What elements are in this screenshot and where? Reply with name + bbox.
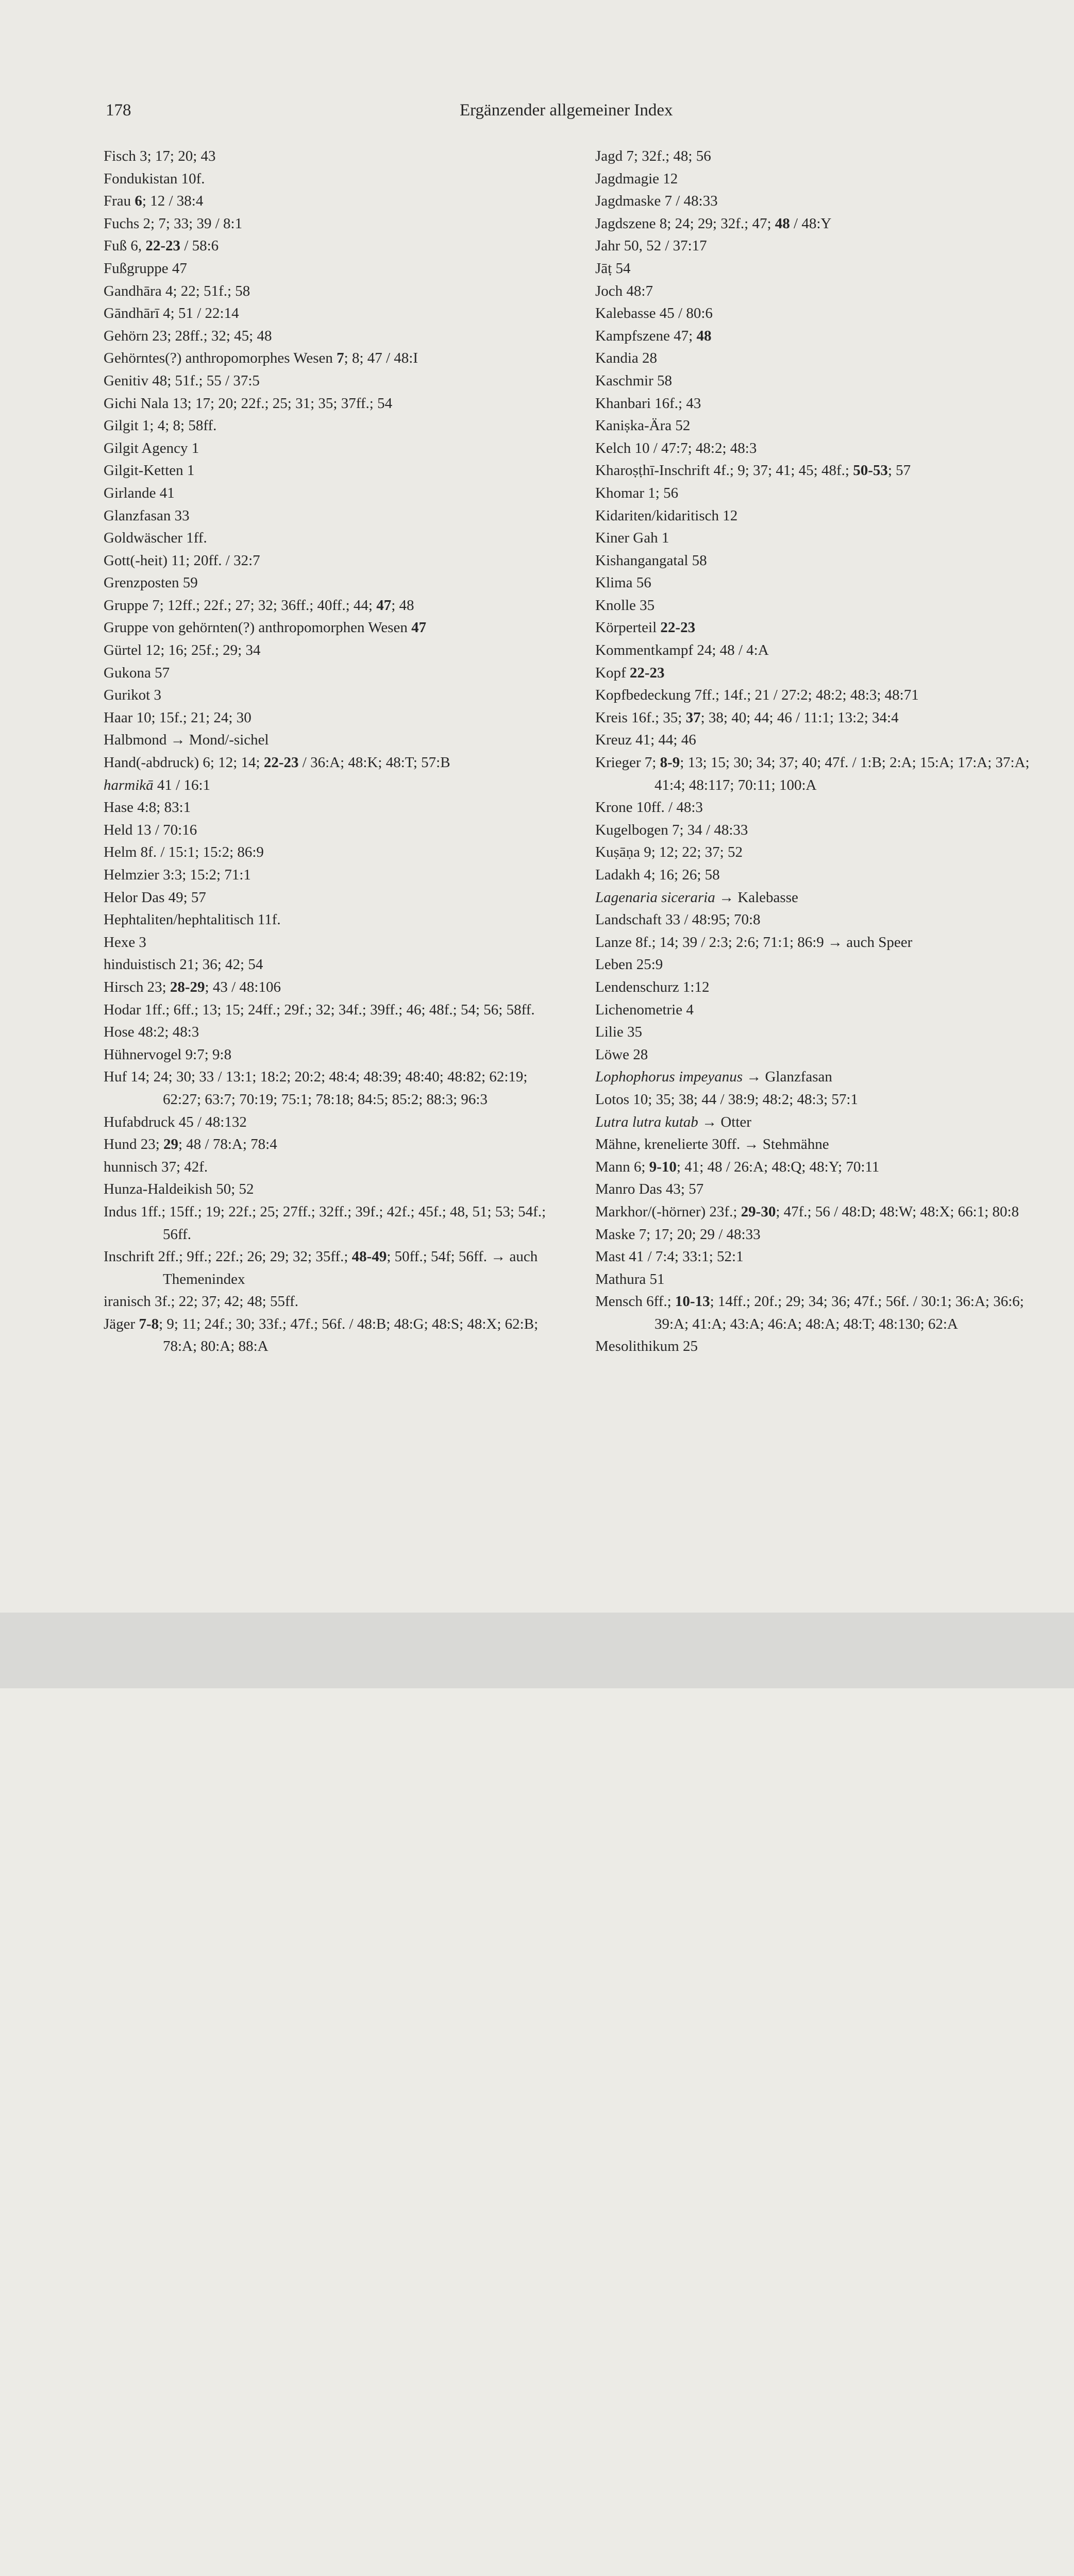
entry-text: Kaniṣka-Ära 52: [595, 417, 691, 434]
entry-text: ; 8; 47 / 48:I: [344, 350, 418, 367]
index-entry: [595, 1156, 1033, 1179]
index-entry: [104, 684, 552, 707]
index-entry: [595, 235, 1033, 258]
entry-text: Gürtel 12; 16; 25f.; 29; 34: [104, 642, 261, 659]
entry-text: Indus 1ff.; 15ff.; 19; 22f.; 25; 27ff.; 32ff.; 39f.; 42f.; 45f.; 48, 51; 53; 54f.; 56ff.: [104, 1203, 546, 1243]
entry-text: Hose 48:2; 48:3: [104, 1024, 199, 1041]
entry-text: ; 41; 48 / 26:A; 48:Q; 48:Y; 70:11: [676, 1158, 880, 1175]
index-entry: [104, 1313, 552, 1358]
index-entry: [595, 796, 1033, 819]
entry-text: Lendenschurz 1:12: [595, 978, 710, 995]
entry-text: Hand(-abdruck) 6; 12; 14;: [104, 754, 264, 771]
italic-term: Lophophorus impeyanus: [595, 1069, 743, 1086]
index-entry: [104, 1021, 552, 1044]
index-entry: [595, 752, 1033, 796]
index-entry: [595, 190, 1033, 213]
entry-text: Frau: [104, 193, 135, 210]
index-entry: [104, 1246, 552, 1291]
entry-text: Mast 41 / 7:4; 33:1; 52:1: [595, 1248, 744, 1265]
index-entry: [595, 1111, 1033, 1134]
index-entry: [595, 1201, 1033, 1224]
bold-page-ref: 9-10: [649, 1158, 677, 1175]
entry-text: Löwe 28: [595, 1046, 648, 1063]
index-entry: [104, 1178, 552, 1201]
index-entry: [104, 1111, 552, 1134]
entry-text: ; 12 / 38:4: [142, 193, 204, 210]
entry-text: Hexe 3: [104, 934, 146, 951]
index-entry: [595, 595, 1033, 617]
entry-text: Goldwäscher 1ff.: [104, 530, 207, 547]
bold-page-ref: 47: [376, 597, 392, 614]
entry-text: hunnisch 37; 42f.: [104, 1158, 208, 1175]
entry-text: Kreis 16f.; 35;: [595, 709, 686, 726]
index-entry: [595, 1066, 1033, 1089]
index-entry: [104, 482, 552, 505]
entry-text: Fuchs 2; 7; 33; 39 / 8:1: [104, 215, 243, 232]
entry-text: Gukona 57: [104, 664, 170, 681]
index-entry: [104, 1066, 552, 1111]
index-column-right: [595, 145, 1033, 1358]
entry-text: ; 38; 40; 44; 46 / 11:1; 13:2; 34:4: [700, 709, 899, 726]
entry-text: / 48:Y: [790, 215, 832, 232]
bold-page-ref: 8-9: [660, 754, 680, 771]
bold-page-ref: 7-8: [139, 1315, 159, 1332]
index-entry: [104, 617, 552, 639]
entry-text: Kuṣāṇa 9; 12; 22; 37; 52: [595, 844, 743, 861]
index-entry: [104, 190, 552, 213]
index-entry: [595, 707, 1033, 730]
index-entry: [104, 1156, 552, 1179]
index-entry: [104, 662, 552, 685]
entry-text: Jāṭ 54: [595, 260, 631, 277]
index-entry: [104, 774, 552, 797]
bold-page-ref: 50-53: [853, 462, 888, 479]
entry-text: Kalebasse 45 / 80:6: [595, 305, 713, 322]
entry-text: Joch 48:7: [595, 282, 653, 299]
index-entry: [104, 280, 552, 303]
entry-text: Hase 4:8; 83:1: [104, 799, 191, 816]
footer-bar: [0, 1613, 1074, 1688]
entry-text: Fondukistan 10f.: [104, 170, 205, 187]
entry-text: Klima 56: [595, 574, 651, 591]
index-entry: [595, 1021, 1033, 1044]
index-entry: [595, 572, 1033, 595]
index-entry: [595, 325, 1033, 348]
entry-text: Kishangangatal 58: [595, 552, 707, 569]
entry-text: Jagdszene 8; 24; 29; 32f.; 47;: [595, 215, 775, 232]
index-entry: [595, 482, 1033, 505]
entry-text: Kopfbedeckung 7ff.; 14f.; 21 / 27:2; 48:2; 48:3; 48:71: [595, 687, 919, 704]
entry-text: Kharoṣṭhī-Inschrift 4f.; 9; 37; 41; 45; 48f.;: [595, 462, 853, 479]
index-entry: [104, 460, 552, 482]
index-entry: [595, 258, 1033, 280]
entry-text: → Otter: [698, 1113, 751, 1130]
entry-text: Helm 8f. / 15:1; 15:2; 86:9: [104, 844, 264, 861]
index-entry: [595, 617, 1033, 639]
index-entry: [595, 415, 1033, 437]
index-entry: [595, 145, 1033, 168]
entry-text: Kelch 10 / 47:7; 48:2; 48:3: [595, 439, 757, 456]
italic-term: Lutra lutra kutab: [595, 1113, 698, 1130]
entry-text: Jagd 7; 32f.; 48; 56: [595, 148, 711, 164]
entry-text: ; 9; 11; 24f.; 30; 33f.; 47f.; 56f. / 48:B; 48:G; 48:S; 48:X; 62:B; 78:A; 80:A; 88:A: [159, 1315, 539, 1355]
entry-text: Kommentkampf 24; 48 / 4:A: [595, 642, 769, 659]
entry-text: → Glanzfasan: [742, 1069, 832, 1086]
index-entry: [104, 347, 552, 370]
entry-text: Jahr 50, 52 / 37:17: [595, 238, 707, 255]
entry-text: Khomar 1; 56: [595, 484, 679, 501]
entry-text: 41 / 16:1: [153, 776, 211, 793]
entry-text: Genitiv 48; 51f.; 55 / 37:5: [104, 372, 260, 389]
index-entry: [595, 864, 1033, 887]
index-entry: [104, 595, 552, 617]
entry-text: Körperteil: [595, 619, 661, 636]
bold-page-ref: 47: [411, 619, 427, 636]
index-entry: [595, 168, 1033, 191]
entry-text: Mesolithikum 25: [595, 1338, 698, 1355]
bold-page-ref: 7: [337, 350, 344, 367]
index-entry: [104, 1291, 552, 1313]
entry-text: Hunza-Haldeikish 50; 52: [104, 1181, 254, 1198]
bold-page-ref: 22-23: [145, 238, 181, 255]
entry-text: ; 43 / 48:106: [205, 978, 281, 995]
index-entry: [104, 954, 552, 976]
bold-page-ref: 22-23: [629, 664, 665, 681]
index-entry: [595, 841, 1033, 864]
entry-text: Fuß 6,: [104, 238, 146, 255]
index-entry: [104, 976, 552, 999]
entry-text: Kaschmir 58: [595, 372, 672, 389]
entry-text: Maske 7; 17; 20; 29 / 48:33: [595, 1226, 761, 1243]
entry-text: Manro Das 43; 57: [595, 1181, 704, 1198]
entry-text: Gruppe von gehörnten(?) anthropomorphen Wesen: [104, 619, 412, 636]
index-entry: [595, 437, 1033, 460]
index-entry: [595, 1133, 1033, 1156]
entry-text: Helmzier 3:3; 15:2; 71:1: [104, 867, 251, 883]
entry-text: Hufabdruck 45 / 48:132: [104, 1113, 247, 1130]
index-entry: [595, 393, 1033, 415]
entry-text: Lotos 10; 35; 38; 44 / 38:9; 48:2; 48:3; 57:1: [595, 1091, 858, 1108]
index-entry: [104, 729, 552, 752]
entry-text: Leben 25:9: [595, 956, 663, 973]
entry-text: Gilgit-Ketten 1: [104, 462, 195, 479]
entry-text: Hühnervogel 9:7; 9:8: [104, 1046, 232, 1063]
entry-text: Helor Das 49; 57: [104, 889, 206, 906]
entry-text: Gandhāra 4; 22; 51f.; 58: [104, 282, 250, 299]
index-entry: [104, 325, 552, 348]
entry-text: Jagdmagie 12: [595, 170, 678, 187]
entry-text: Krieger 7;: [595, 754, 660, 771]
entry-text: Lanze 8f.; 14; 39 / 2:3; 2:6; 71:1; 86:9 → auch Speer: [595, 934, 913, 951]
entry-text: Krone 10ff. / 48:3: [595, 799, 703, 816]
index-entry: [595, 505, 1033, 528]
entry-text: Girlande 41: [104, 484, 175, 501]
bold-page-ref: 29-30: [741, 1203, 776, 1220]
entry-text: Mathura 51: [595, 1270, 665, 1287]
index-entry: [104, 931, 552, 954]
index-entry: [595, 684, 1033, 707]
index-entry: [595, 550, 1033, 572]
bold-page-ref: 22-23: [263, 754, 299, 771]
entry-text: Mähne, krenelierte 30ff. → Stehmähne: [595, 1136, 829, 1153]
index-entry: [104, 572, 552, 595]
entry-text: Khanbari 16f.; 43: [595, 395, 701, 412]
entry-text: Hodar 1ff.; 6ff.; 13; 15; 24ff.; 29f.; 32; 34f.; 39ff.; 46; 48f.; 54; 56; 58ff.: [104, 1001, 535, 1018]
entry-text: Fisch 3; 17; 20; 43: [104, 148, 216, 164]
entry-text: Mensch 6ff.;: [595, 1293, 675, 1310]
index-entry: [595, 347, 1033, 370]
index-entry: [595, 1044, 1033, 1066]
index-entry: [595, 931, 1033, 954]
index-entry: [595, 280, 1033, 303]
entry-text: Gruppe 7; 12ff.; 22f.; 27; 32; 36ff.; 40ff.; 44;: [104, 597, 377, 614]
entry-text: ; 13; 15; 30; 34; 37; 40; 47f. / 1:B; 2:A; 15:A; 17:A; 37:A; 41:4; 48:117; 70:11; 100:A: [655, 754, 1030, 793]
entry-text: / 36:A; 48:K; 48:T; 57:B: [298, 754, 450, 771]
entry-text: ; 50ff.; 54f; 56ff. → auch Themenindex: [163, 1248, 538, 1287]
index-entry: [104, 302, 552, 325]
entry-text: Kreuz 41; 44; 46: [595, 732, 696, 749]
entry-text: Gott(-heit) 11; 20ff. / 32:7: [104, 552, 260, 569]
entry-text: Grenzposten 59: [104, 574, 198, 591]
index-entry: [595, 729, 1033, 752]
index-entry: [104, 145, 552, 168]
entry-text: Halbmond → Mond/-sichel: [104, 732, 269, 749]
bold-page-ref: 48: [696, 327, 712, 344]
index-entry: [104, 1201, 552, 1246]
index-entry: [595, 460, 1033, 482]
bold-page-ref: 37: [685, 709, 701, 726]
index-entry: [104, 550, 552, 572]
index-entry: [595, 1178, 1033, 1201]
entry-text: Landschaft 33 / 48:95; 70:8: [595, 911, 761, 928]
index-entry: [104, 393, 552, 415]
entry-text: Hephtaliten/hephtalitisch 11f.: [104, 911, 281, 928]
entry-text: Held 13 / 70:16: [104, 821, 197, 838]
index-entry: [595, 954, 1033, 976]
index-entry: [104, 213, 552, 235]
bold-page-ref: 29: [163, 1136, 178, 1153]
index-entry: [104, 639, 552, 662]
entry-text: Kiner Gah 1: [595, 530, 669, 547]
index-entry: [595, 213, 1033, 235]
entry-text: / 58:6: [180, 238, 219, 255]
index-entry: [104, 707, 552, 730]
entry-text: Knolle 35: [595, 597, 655, 614]
entry-text: Markhor/(-hörner) 23f.;: [595, 1203, 741, 1220]
index-entry: [104, 437, 552, 460]
entry-text: Lilie 35: [595, 1024, 643, 1041]
index-entry: [595, 1268, 1033, 1291]
index-entry: [104, 527, 552, 550]
entry-text: Jagdmaske 7 / 48:33: [595, 193, 718, 210]
index-entry: [595, 527, 1033, 550]
index-entry: [104, 887, 552, 909]
index-entry: [104, 796, 552, 819]
index-entry: [104, 752, 552, 774]
entry-text: hinduistisch 21; 36; 42; 54: [104, 956, 263, 973]
italic-term: harmikā: [104, 776, 154, 793]
entry-text: Kugelbogen 7; 34 / 48:33: [595, 821, 748, 838]
entry-text: Kopf: [595, 664, 630, 681]
entry-text: ; 48 / 78:A; 78:4: [178, 1136, 277, 1153]
entry-text: Gehörntes(?) anthropomorphes Wesen: [104, 350, 337, 367]
index-entry: [104, 505, 552, 528]
index-entry: [595, 887, 1033, 909]
entry-text: Huf 14; 24; 30; 33 / 13:1; 18:2; 20:2; 48:4; 48:39; 48:40; 48:82; 62:19; 62:27; 63:7; 70:19; 75:1; 78:18; 84:5; 85:2; 88:3; 96:3: [104, 1069, 528, 1108]
index-entry: [595, 662, 1033, 685]
index-column-left: [104, 145, 552, 1358]
running-title: Ergänzender allgemeiner Index: [460, 101, 673, 120]
entry-text: Kidariten/kidaritisch 12: [595, 507, 738, 524]
index-entry: [104, 819, 552, 842]
index-entry: [104, 258, 552, 280]
entry-text: ; 57: [887, 462, 911, 479]
index-entry: [595, 999, 1033, 1022]
entry-text: Hirsch 23;: [104, 978, 170, 995]
index-entry: [104, 864, 552, 887]
index-entry: [595, 639, 1033, 662]
entry-text: Gehörn 23; 28ff.; 32; 45; 48: [104, 327, 272, 344]
index-entry: [595, 302, 1033, 325]
bold-page-ref: 6: [135, 193, 142, 210]
index-entry: [595, 1246, 1033, 1268]
index-entry: [104, 1133, 552, 1156]
index-entry: [104, 370, 552, 393]
entry-text: Inschrift 2ff.; 9ff.; 22f.; 26; 29; 32; 35ff.;: [104, 1248, 352, 1265]
entry-text: Mann 6;: [595, 1158, 649, 1175]
entry-text: Gilgit 1; 4; 8; 58ff.: [104, 417, 217, 434]
entry-text: Jäger: [104, 1315, 139, 1332]
entry-text: Gilgit Agency 1: [104, 439, 199, 456]
entry-text: Haar 10; 15f.; 21; 24; 30: [104, 709, 251, 726]
entry-text: Fußgruppe 47: [104, 260, 187, 277]
index-entry: [104, 1044, 552, 1066]
entry-text: ; 47f.; 56 / 48:D; 48:W; 48:X; 66:1; 80:8: [776, 1203, 1019, 1220]
index-entry: [104, 999, 552, 1022]
index-entry: [104, 168, 552, 191]
entry-text: ; 48: [391, 597, 414, 614]
entry-text: Gāndhārī 4; 51 / 22:14: [104, 305, 239, 322]
entry-text: Gurikot 3: [104, 687, 161, 704]
index-entry: [595, 819, 1033, 842]
entry-text: Lichenometrie 4: [595, 1001, 694, 1018]
entry-text: Gichi Nala 13; 17; 20; 22f.; 25; 31; 35; 37ff.; 54: [104, 395, 393, 412]
index-entry: [595, 1224, 1033, 1246]
index-entry: [104, 841, 552, 864]
entry-text: iranisch 3f.; 22; 37; 42; 48; 55ff.: [104, 1293, 299, 1310]
entry-text: Kandia 28: [595, 350, 657, 367]
page-number: 178: [106, 101, 131, 120]
entry-text: → Kalebasse: [715, 889, 798, 906]
index-entry: [595, 1291, 1033, 1335]
bold-page-ref: 28-29: [170, 978, 205, 995]
bold-page-ref: 48: [775, 215, 790, 232]
entry-text: Glanzfasan 33: [104, 507, 190, 524]
index-entry: [595, 370, 1033, 393]
entry-text: Ladakh 4; 16; 26; 58: [595, 867, 720, 883]
index-entry: [595, 1089, 1033, 1111]
index-entry: [104, 909, 552, 931]
entry-text: ; 14ff.; 20f.; 29; 34; 36; 47f.; 56f. / 30:1; 36:A; 36:6; 39:A; 41:A; 43:A; 46:A; 48:A; 48:T; 48:130; 62:A: [655, 1293, 1024, 1332]
index-entry: [595, 1335, 1033, 1358]
entry-text: Hund 23;: [104, 1136, 163, 1153]
index-entry: [595, 976, 1033, 999]
bold-page-ref: 10-13: [675, 1293, 710, 1310]
index-entry: [595, 909, 1033, 931]
bold-page-ref: 22-23: [660, 619, 696, 636]
index-entry: [104, 415, 552, 437]
italic-term: Lagenaria siceraria: [595, 889, 715, 906]
bold-page-ref: 48-49: [351, 1248, 387, 1265]
index-entry: [104, 235, 552, 258]
entry-text: Kampfszene 47;: [595, 327, 697, 344]
